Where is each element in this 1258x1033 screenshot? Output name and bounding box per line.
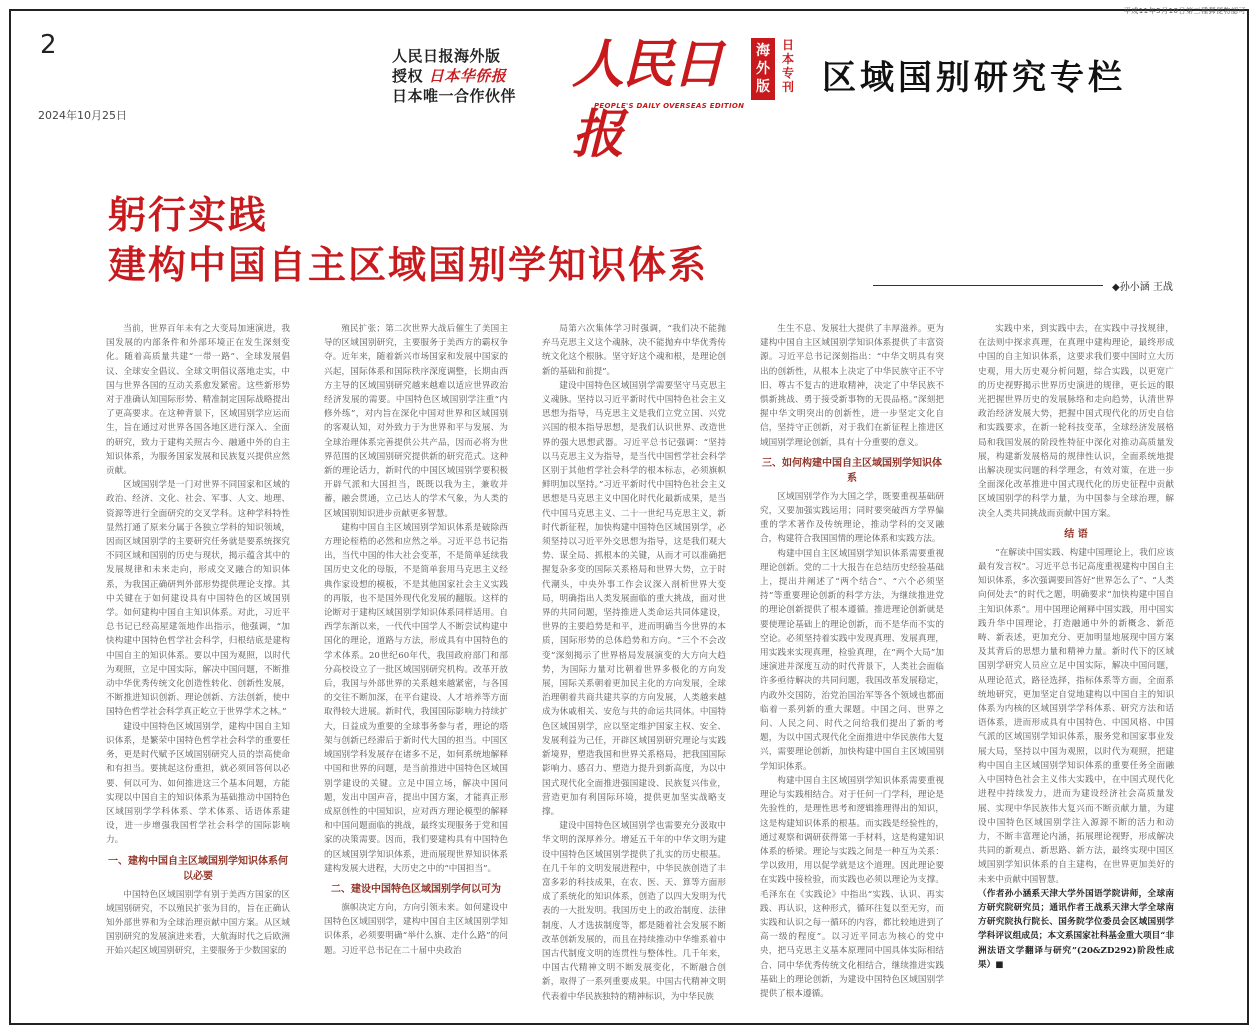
paragraph: 建设中国特色区域国别学也需要充分汲取中华文明的深厚养分。增延五千年的中华文明为建设中国特色区域国别学提供了扎实的历史根基。在几千年的文明发展进程中，中华民族创造了丰富多彩的科技成果，在农、医、天、算等方面形成了系统化的知识体系，创造了以四大发明为代表的一大批发明。我国历史上的政治制度、法律制度、人才选拔制度等，都是随着社会发展不断改革创新发展的，而且在持续推动中华维系着中国古代制度文明的连贯性与整体性。几千年来，中国古代精神文明不断发展变化，不断融合创新，取得了一系列重要成果。中国古代精神文明代表着中华民族独特的精神标识，为中华民族 [542,821,726,1002]
article-column-3 [542,322,726,1022]
paragraph: 实践中来，到实践中去，在实践中寻找规律，在法则中探求真理，在真理中建构理论，最终形成中国的自主知识体系，这要求我们要中国时立大历史观，用大历史观分析问题，综合实践，以更宽广的历史视野揭示世界历史演进的规律，更长远的眼光把握世界历史的发展脉络和走向趋势，认清世界政治经济发展大势，把握中国式现代化的历史自信和实践要求，在新一轮科技变革，全球经济发展格局和我国发展的阶段性特征中深化对推动高质量发展，构建新发展格局的规律性认识，全面系统地提出解决现实问题的科学理念，有效对策，在进一步全面深化改革推进中国式现代化的历史征程中贡献区域国别学的科学力量，为中国参与全球治理，解决全人类共同挑战而贡献中国方案。 [978,324,1174,519]
section-heading: 结 语 [1064,528,1088,540]
peoples-daily-logo [572,30,745,165]
logo-title: 人民日报 [572,34,723,165]
section-heading: 三、如何构建中国自主区域国别学知识体系 [762,457,942,484]
article-byline: ◆孙小涵 王战 [1112,282,1173,293]
section-heading: 二、建设中国特色区域国别学何以可为 [331,883,501,895]
postal-note: 平成11年5月10日第三種郵便物認可 [1123,7,1246,15]
partner-line-1: 人民日报海外版 [392,47,501,65]
partner-brand: 日本华侨报 [428,67,507,85]
logo-english: PEOPLE'S DAILY OVERSEAS EDITION [594,102,745,110]
japan-edition-tag: 日 本 专 刊 [781,38,794,94]
paragraph: 殖民扩张；第二次世界大战后催生了美国主导的区域国别研究，主要服务于美西方的霸权争夺。近年来，随着新兴市场国家和发展中国家的兴起，国际体系和国际秩序深度调整，长期由西方主导的区域国别研究越来越难以适应世界政治经济发展的需要。中国特色区域国别学注重“内修外练”，对内旨在深化中国对世界和区域国别的客观认知，对外致力于为世界和平与发展、为全球治理体系完善提供公共产品，因而必将为世界范围的区域国别研究提供新的研究范式。这种新的理论话力，新时代的中国区域国别学要积极开辟气派和大国担当，既既以我为主，兼收并蓄，融会贯通，立己达人的学术气象，为人类的区域国别知识进步贡献更多智慧。 [324,324,508,519]
paragraph: “在解读中国实践、构建中国理论上，我们应该最有发言权”。习近平总书记高度重视建构中国自主知识体系，多次强调要回答好“世界怎么了”、“人类向何处去”的时代之题，明确要求“加快构建中国自主知识体系”。用中国理论阐释中国实践，用中国实践升华中国理论，打造融通中外的新概念、新范畴、新表述，更加充分、更加明显地展现中国方案及其背后的思想力量和精神力量。新时代下的区域国别学研究人员应立足中国实际，解决中国问题，从理论范式，路径选择，指标体系等方面，全面系统地研究，更加坚定自觉地建构以中国自主的知识体系为内核的区域国别学学科体系、研究方法和话语体系，进而形成具有中国特色、中国风格、中国气派的区域国别学知识体系，服务党和国家事业发展大局，坚持以中国为观照，以时代为观照，把建构中国自主区域国别学知识体系的重要任务全面融入中国特色社会主义伟大实践中，在中国式现代化进程中持续发力，进而为建设经济社会高质量发展、实现中华民族伟大复兴而不断贡献力量，为建设中国特色区域国别学注入源源不断的活力和动力，不断丰富理论内涵，拓展理论视野，形成解决共同的新观点、新思路、新方法，最终实现中国区域国别学知识体系的自主建构，在世界更加美好的未来中贡献中国智慧。 [978,547,1174,885]
page-number: 2 [40,30,57,60]
section-heading: 一、建构中国自主区域国别学知识体系何以必要 [108,855,288,882]
partner-statement [392,46,532,106]
article-column-4 [760,322,944,1022]
paragraph: 生生不息、发展壮大提供了丰厚滋养。更为建构中国自主区域国别学知识体系提供了丰富资源。习近平总书记深刻指出：“中华文明具有突出的创新性，从根本上决定了中华民族守正不守旧、尊古不复古的进取精神，决定了中华民族不惧新挑战、勇于接受新事物的无畏品格。”深刻把握中华文明突出的创新性，进一步坚定文化自信，坚持守正创新，对于我们在新征程上推进区域国别学理论创新，具有十分重要的意义。 [760,324,944,448]
paragraph: 当前，世界百年未有之大变局加速演进，我国发展的内部条件和外部环境正在发生深刻变化。随着高质量共建“一带一路”、全球发展倡议、全球安全倡议、全球文明倡议落地走实，中国与世界各国的互动关系愈发紧密。这些新形势对于准确认知国际形势、精准制定国际战略提出了更高要求。在这种背景下，区域国别学应运而生，旨在通过对世界各国各地区进行深入、全面的研究，致力于建构关照古今、融通中外的自主知识体系，为服务国家发展和民族复兴提供应然贡献。 [106,324,290,477]
partner-line-2: 授权 日本华侨报 [392,67,507,85]
column-title: 区域国别研究专栏 [822,58,1126,98]
author-credit: （作者孙小涵系天津大学外国语学院讲师，全球南方研究院研究员；通讯作者王战系天津大学全球南方研究院执行院长、国务院学位委员会区域国别学学科评议组成员；本文系国家社科基金重大项目“非洲法语文学翻译与研究”(20&ZD292)阶段性成果）■ [978,888,1174,970]
article-column-5 [978,322,1174,1022]
paragraph: 建设中国特色区域国别学需要坚守马克思主义魂脉。坚持以习近平新时代中国特色社会主义思想为指导，马克思主义是我们立党立国、兴党兴国的根本指导思想，是我们认识世界、改造世界的强大思想武器。习近平总书记强调：“坚持以马克思主义为指导，是当代中国哲学社会科学区别于其他哲学社会科学的根本标志，必须旗帜鲜明加以坚持。”习近平新时代中国特色社会主义思想是马克思主义中国化时代化最新成果，是当代中国马克思主义、二十一世纪马克思主义，新时代新征程，加快构建中国特色区域国别学，必须坚持以习近平外交思想为指导，这是我们观大势、谋全局、抓根本的关键，从而才可以准确把握复杂多变的国际关系格局和世界大势，立于时代潮头，中央外事工作会议深入剖析世界大变局，明确指出人类发展面临的重大挑战，面对世界的共同问题，坚持推进人类命运共同体建设，世界的主要趋势是和平，进而明确当今世界的本质，国际形势的总体趋势和方向。“三个不会改变”深刻揭示了世界格局发展演变的大方向大趋势，为国际力量对比朝着世界多极化的方向发展，国际关系朝着更加民主化的方向发展，全球治理朝着共商共建共享的方向发展，人类越来越成为休戚相关、安危与共的命运共同体。中国特色区域国别学，应以坚定维护国家主权、安全、发展利益为己任，开辟区域国别研究理论与实践新境界，塑造我国和世界关系格局，把我国国际影响力、感召力、塑造力提升到新高度，为以中国式现代化全面推进强国建设、民族复兴伟业，营造更加有利国际环境，提供更加坚实战略支撑。 [542,380,726,817]
article-headline [108,190,708,290]
paragraph: 中国特色区域国别学有别于美西方国家的区域国别研究，不以殖民扩张为目的，旨在正确认知外部世界和为全球治理贡献中国方案。从区域国别研究的发展演进来看，大航海时代之后欧洲开始兴起区域国别研究，主要服务于少数国家的 [106,889,290,957]
article-column-2 [324,322,508,1022]
paragraph: 建构中国自主区域国别学知识体系是破除西方理论桎梏的必然和应然之举。习近平总书记指出，当代中国的伟大社会变革，不是简单延续我国历史文化的母版，不是简单套用马克思主义经典作家设想的模板，不是其他国家社会主义实践的再版，也不是国外现代化发展的翻版。这样的论断对于建构区域国别学知识体系同样适用。自西学东渐以来，一代代中国学人不断尝试构建中国化的理论，道路与方法，形成具有中国特色的学术体系。20世纪60年代，我国政府部门和部分高校设立了一批区域国别研究机构。改革开放后，我国与外部世界的关系越来越紧密，与各国的交往不断加深，在平台建设、人才培养等方面取得较大进展。新时代，我国国际影响力持续扩大，日益成为重要的全球事务参与者，理论的塔架与创新已经滞后于新时代大国的担当。中国区域国别学科发展存在诸多不足，如何系统地解释中国和世界的问题，是当前推进中国特色区域国别学建设的关键。立足中国立场，解决中国问题，发出中国声音，提出中国方案，才能真正形成原创性的中国知识，应对西方理论模型的解释和中国问题面临的挑战，最终实现服务于党和国家的决策需要。因而，我们要建构具有中国特色的区域国别学知识体系，进而展现世界知识体系建构发展大进程，大历史之中的“中国担当”。 [324,522,508,874]
paragraph: 构建中国自主区域国别学知识体系需要重视理论与实践相结合。对于任何一门学科，理论是先验性的，是理性思考和逻辑推理得出的知识，这是构建知识体系的根基。而实践是经验性的，通过观察和调研获得第一手材料，这是构建知识体系的桥梁。理论与实践之间是一种互为关系：学以致用，用以促学就是这个道理。因此理论要在实践中接检验，而实践也必须以理论为支撑。毛泽东在《实践论》中指出“实践、认识、再实践、再认识，这种形式，循环往复以至无穷，而实践和认识之每一循环的内容，都比较地进到了高一级的程度”。以习近平同志为核心的党中央，把马克思主义基本原理同中国具体实际相结合、同中华优秀传统文化相结合，继续推进实践基础上的理论创新，为建设中国特色区域国别学提供了根本遵循。 [760,775,944,999]
paragraph: 建设中国特色区域国别学，建构中国自主知识体系，是繁荣中国特色哲学社会科学的重要任务，更是时代赋予区域国别研究人员的崇高使命和有担当。要挑起这份重担，就必须回答何以必要、何以可为、如何推进这三个基本问题，方能实现以中国自主的知识体系为基础推动中国特色区域国别学学科体系、学术体系、话语体系建设，进一步增强我国哲学社会科学的国际影响力。 [106,721,290,846]
paragraph: 局第六次集体学习时强调，“我们决不能抛弃马克思主义这个魂脉，决不能抛弃中华优秀传统文化这个根脉。坚守好这个魂和根，是理论创新的基础和前提”。 [542,324,726,377]
paragraph: 区域国别学作为大国之学，既要重视基础研究，又要加强实践运用；同时要突破西方学界偏重的学术著作及传统理论，推动学科的交叉融合，构建符合我国国情的理论体系和实践方法。 [760,491,944,545]
headline-line-2: 建构中国自主区域国别学知识体系 [108,243,709,287]
paragraph: 构建中国自主区域国别学知识体系需要重视理论创新。党的二十大报告在总结历史经验基础上，提出并阐述了“两个结合”、“六个必须坚持”等重要理论创新的科学方法，为继续推进党的理论创新提供了根本遵循。推进理论创新就是要使理论基础上的理论创新，而不是华而不实的空论。必须坚持着实践中发现真理、发展真理，用实践来实现真理，检验真理，在“两个大局”加速演进并深度互动的时代背景下，人类社会面临许多亟待解决的共同问题，我国改革发展稳定，内政外交国防，治党治国治军等各个领域也都面临着一系列新的重大课题。中国之问、世界之问、人民之问、时代之问给我们提出了新的考题，为以中国式现代化全面推进中华民族伟大复兴，需要理论创新，加快构建中国自主区域国别学知识体系。 [760,548,944,772]
byline-rule [873,285,1103,286]
headline-line-1: 躬行实践 [108,193,269,237]
issue-date: 2024年10月25日 [38,109,127,122]
article-column-1 [106,322,290,1022]
overseas-tag: 海 外 版 [751,38,775,100]
paragraph: 旗帜决定方向，方向引领未来。如何建设中国特色区域国别学，建构中国自主区域国别学知识体系，必须要明确“举什么旗、走什么路”的问题。习近平总书记在二十届中央政治 [324,902,508,956]
paragraph: 区域国别学是一门对世界不同国家和区域的政治、经济、文化、社会、军事、人文、地理、资源等进行全面研究的交叉学科。这种学科特性显然打通了原来分属于各独立学科的知识领域，因而区域国别学的主要研究任务就是要系统探究不同区域和国别的历史与现状，揭示蕴含其中的发展规律和未来走向，形成交叉融合的知识体系，为我国正确研判外部形势提供理论支撑。其中关键在于如何建设具有中国特色的区域国别学。如何建构中国自主知识体系。对此，习近平总书记已经高屋建瓴地作出指示，他强调，“加快构建中国特色哲学社会科学，归根结底是建构中国自主的知识体系。要以中国为观照，以时代为观照，立足中国实际，解决中国问题，不断推动中华优秀传统文化创造性转化、创新性发展，不断推进知识创新、理论创新、方法创新，使中国特色哲学社会科学真正屹立于世界学术之林。” [106,480,290,718]
partner-line-3: 日本唯一合作伙伴 [392,87,517,105]
